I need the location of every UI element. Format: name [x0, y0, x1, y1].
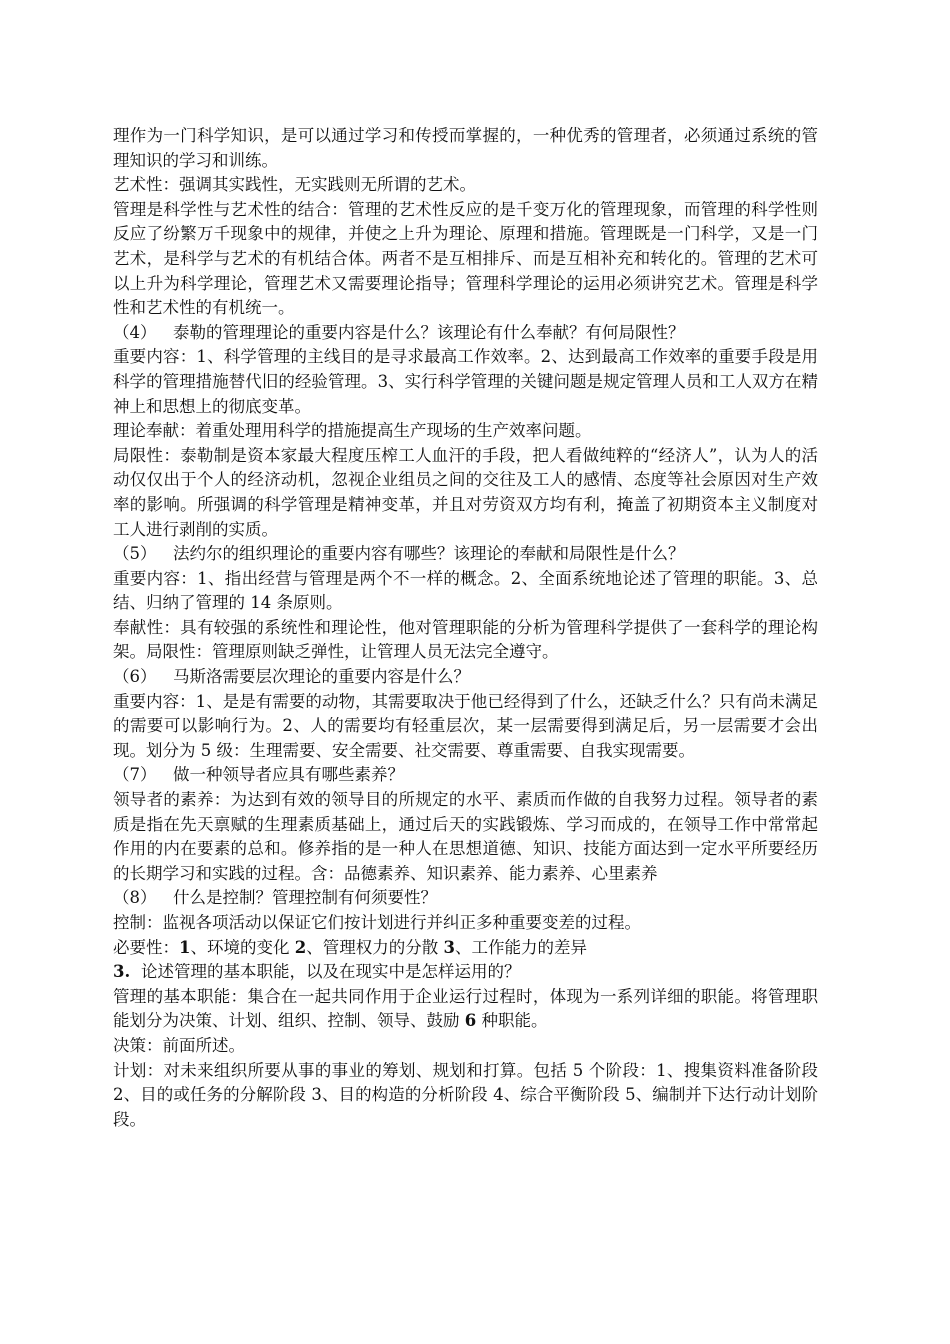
question-text: 法约尔的组织理论的重要内容有哪些？该理论的奉献和局限性是什么？: [173, 544, 685, 564]
bold-number: 6: [464, 1011, 477, 1031]
text-run: 必要性：: [113, 937, 179, 957]
paragraph: 理作为一门科学知识，是可以通过学习和传授而掌握的，一种优秀的管理者，必须通过系统的管理知识的学习和训练。: [113, 126, 818, 170]
text-run: 种职能。: [476, 1011, 548, 1031]
question-4-heading: [113, 321, 818, 346]
text-run: 、管理权力的分散: [306, 937, 444, 957]
paragraph: 重要内容：1、科学管理的主线目的是寻求最高工作效率。2、达到最高工作效率的重要手段是用科学的管理措施替代旧的经验管理。3、实行科学管理的关键问题是规定管理人员和工人双方在精神上和思想上的彻底变革。: [113, 347, 818, 416]
paragraph: 重要内容：1、是是有需要的动物，其需要取决于他已经得到了什么，还缺乏什么？只有尚未满足的需要可以影响行为。2、人的需要均有轻重层次，某一层需要得到满足后，另一层需要才会出现。划分为 5 级：生理需要、安全需要、社交需要、尊重需要、自我实现需要。: [113, 691, 818, 760]
bold-number: 3: [443, 937, 455, 957]
text-run: 管理的基本职能：集合在一起共同作用于企业运行过程时，体现为一系列详细的职能。将管理职能划分为决策、计划、组织、控制、领导、鼓励: [113, 986, 818, 1031]
paragraph: 理论奉献：着重处理用科学的措施提高生产现场的生产效率问题。: [113, 421, 592, 441]
paragraph: 控制：监视各项活动以保证它们按计划进行并纠正多种重要变差的过程。: [113, 913, 641, 932]
question-number: （5）: [113, 544, 157, 564]
paragraph: 管理是科学性与艺术性的结合：管理的艺术性反应的是千变万化的管理现象，而管理的科学性则反应了纷繁万千现象中的规律，并使之上升为理论、原理和措施。管理既是一门科学，又是一门艺术，是科学与艺术的有机结合体。两者不是互相排斥、而是互相补充和转化的。管理的艺术可以上升为科学理论，管理艺术又需要理论指导；管理科学理论的运用必须讲究艺术。管理是科学性和艺术性的有机统一。: [113, 199, 818, 318]
paragraph: [113, 985, 818, 1034]
question-text: 做一种领导者应具有哪些素养？: [173, 765, 404, 785]
question-number: （8）: [113, 888, 157, 908]
document-body: [113, 124, 818, 1132]
paragraph: [113, 936, 818, 961]
paragraph: 领导者的素养：为达到有效的领导目的所规定的水平、素质而作做的自我努力过程。领导者的素质是指在先天禀赋的生理素质基础上，通过后天的实践锻炼、学习而成的，在领导工作中常常起作用的内在要素的总和。修养指的是一种人在思想道德、知识、技能方面达到一定水平所要经历的长期学习和实践的过程。含：品德素养、知识素养、能力素养、心里素养: [113, 790, 818, 883]
bold-number: 2: [294, 937, 307, 957]
question-number: （7）: [113, 765, 157, 785]
question-6-heading: [113, 665, 818, 690]
text-run: 、环境的变化: [190, 937, 295, 957]
paragraph: 重要内容：1、指出经营与管理是两个不一样的概念。2、全面系统地论述了管理的职能。3、总结、归纳了管理的 14 条原则。: [113, 568, 818, 613]
section-text: 论述管理的基本职能，以及在现实中是怎样运用的？: [141, 962, 521, 982]
section-3-heading: [113, 960, 818, 985]
question-text: 什么是控制？管理控制有何须要性？: [173, 888, 437, 908]
question-number: （4）: [113, 322, 157, 342]
paragraph: 计划：对未来组织所要从事的事业的筹划、规划和打算。包括 5 个阶段：1、搜集资料准备阶段 2、目的或任务的分解阶段 3、目的构造的分析阶段 4、综合平衡阶段 5、编制并下达行动计划阶段。: [113, 1060, 818, 1129]
bold-number: 1: [179, 937, 191, 957]
paragraph: 局限性：泰勒制是资本家最大程度压榨工人血汗的手段，把人看做纯粹的“经济人”，认为人的活动仅仅出于个人的经济动机，忽视企业组员之间的交往及工人的感情、态度等社会原因对生产效率的影响。所强调的科学管理是精神变革，并且对劳资双方均有利，掩盖了初期资本主义制度对工人进行剥削的实质。: [113, 445, 818, 539]
section-number: 3.: [113, 962, 131, 982]
text-run: 、工作能力的差异: [454, 937, 587, 957]
question-7-heading: [113, 763, 818, 788]
paragraph: 艺术性：强调其实践性，无实践则无所谓的艺术。: [113, 175, 476, 195]
question-text: 马斯洛需要层次理论的重要内容是什么？: [173, 667, 470, 687]
paragraph: 奉献性：具有较强的系统性和理论性，他对管理职能的分析为管理科学提供了一套科学的理论构架。局限性：管理原则缺乏弹性，让管理人员无法完全遵守。: [113, 617, 818, 662]
paragraph: 决策：前面所述。: [113, 1035, 245, 1055]
question-8-heading: [113, 886, 818, 911]
question-number: （6）: [113, 667, 157, 687]
question-5-heading: [113, 542, 818, 567]
question-text: 泰勒的管理理论的重要内容是什么？该理论有什么奉献？有何局限性？: [173, 322, 685, 342]
